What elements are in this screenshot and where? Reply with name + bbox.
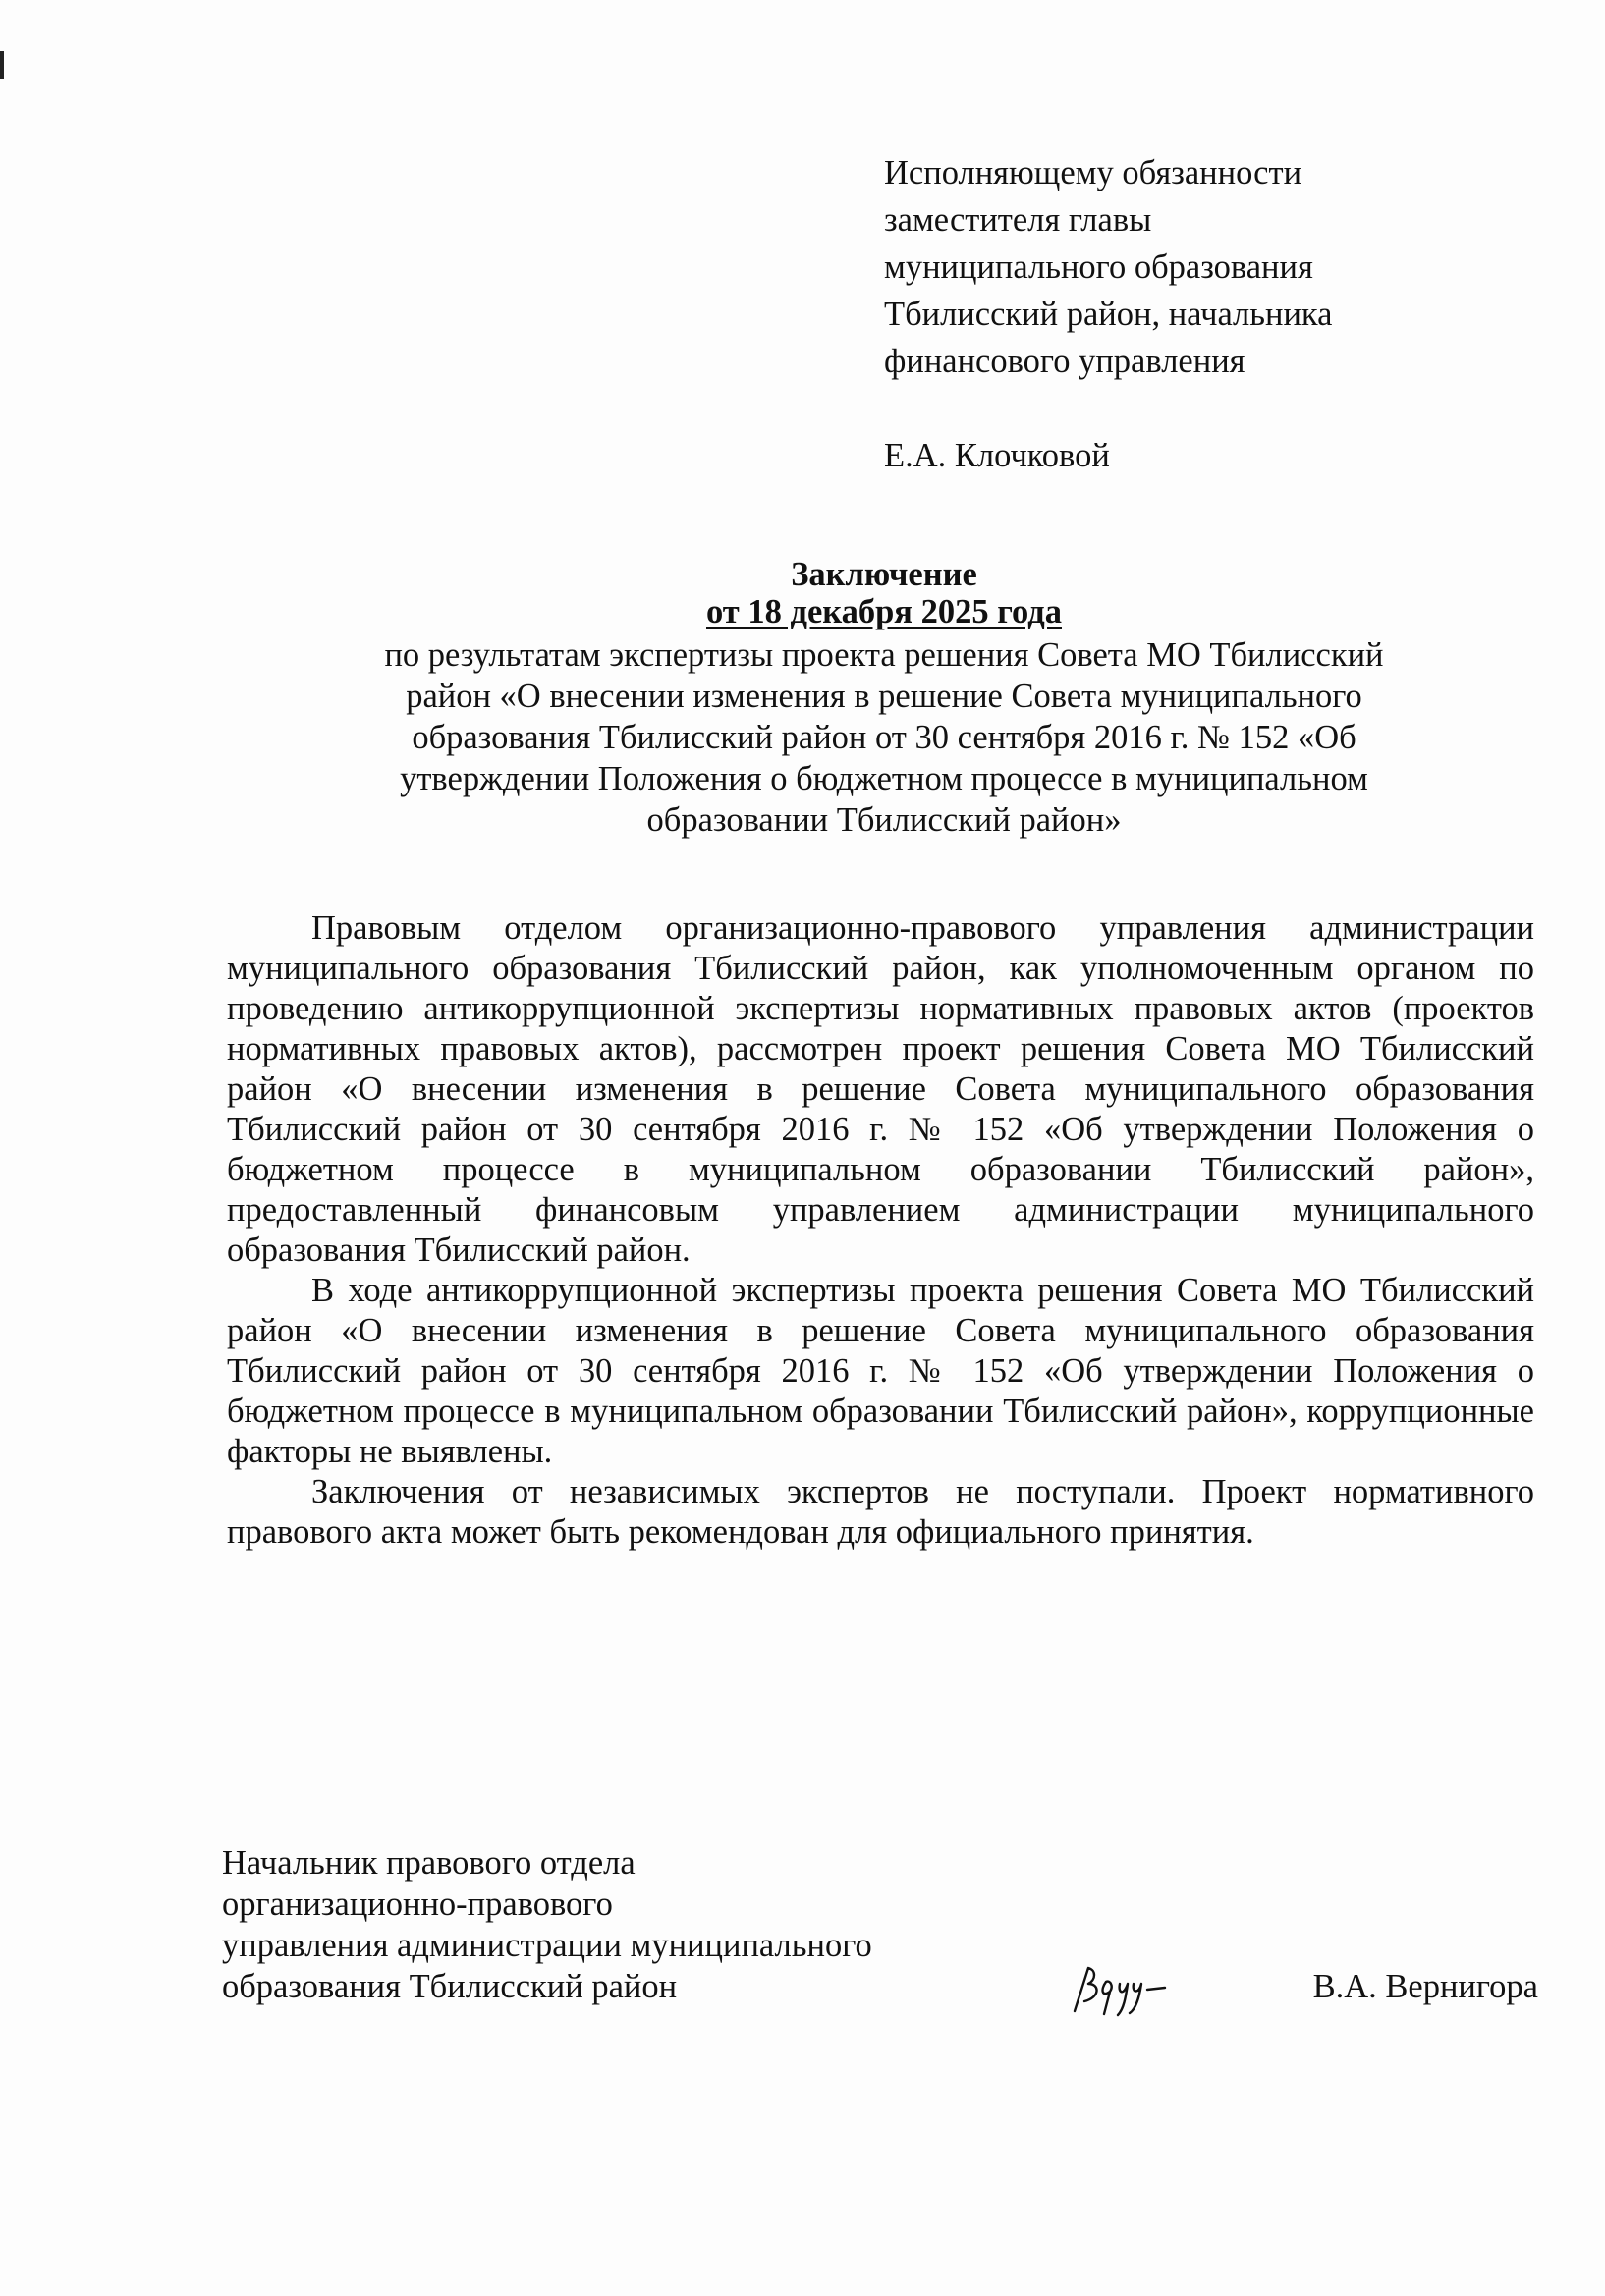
addressee-line: заместителя главы [884,201,1152,239]
document-subject [196,634,1572,841]
subject-line: район «О внесении изменения в решение Совета муниципального [406,678,1362,715]
addressee-name: Е.А. Клочковой [884,437,1110,474]
signer-position [222,1842,988,2007]
subject-line: утверждении Положения о бюджетном процессе в муниципальном [400,760,1368,797]
signer-position-line: управления администрации муниципального [222,1927,872,1964]
subject-line: образования Тбилисский район от 30 сентября 2016 г. № 152 «Об [412,719,1356,756]
addressee-block [884,149,1333,479]
document-date: от 18 декабря 2025 года [706,593,1062,630]
subject-line: образовании Тбилисский район» [646,801,1122,839]
subject-line: по результатам экспертизы проекта решения Совета МО Тбилисский [384,636,1384,674]
signature-block [222,1842,1538,2007]
addressee-line: финансового управления [884,343,1245,380]
document-title: Заключение [791,556,977,593]
document-title-block [196,556,1572,841]
addressee-line: Тбилисский район, начальника [884,296,1333,333]
signer-position-line: образования Тбилисский район [222,1968,678,2005]
document-body [227,908,1534,1553]
addressee-line: Исполняющему обязанности [884,154,1302,191]
handwritten-signature-icon [1067,1960,1194,2019]
addressee-line: муниципального образования [884,248,1313,286]
signer-name: В.А. Вернигора [1312,1968,1538,2005]
body-paragraph: Правовым отделом организационно-правового управления администрации муниципального образования Тбилисский район, как уполномоченным органом по проведению антикоррупционной экспертизы нормативных правовых актов (проектов нормативных правовых актов), рассмотрен проект решения Совета МО Тбилисский район «О внесении изменения в решение Совета муниципального образования Тбилисский район от 30 сентября 2016 г. № 152 «Об утверждении Положения о бюджетном процессе в муниципальном образовании Тбилисский район», предоставленный финансовым управлением администрации муниципального образования Тбилисский район. [227,909,1534,1269]
signer-position-line: организационно-правового [222,1886,613,1923]
body-paragraph: Заключения от независимых экспертов не поступали. Проект нормативного правового акта может быть рекомендован для официального принятия. [227,1473,1534,1551]
scan-edge-mark [0,51,4,79]
spacer [884,385,1333,432]
body-paragraph: В ходе антикоррупционной экспертизы проекта решения Совета МО Тбилисский район «О внесении изменения в решение Совета муниципального образования Тбилисский район от 30 сентября 2016 г. № 152 «Об утверждении Положения о бюджетном процессе в муниципальном образовании Тбилисский район», коррупционные факторы не выявлены. [227,1272,1534,1470]
document-date-wrap [196,593,1572,630]
signer-position-line: Начальник правового отдела [222,1844,636,1882]
